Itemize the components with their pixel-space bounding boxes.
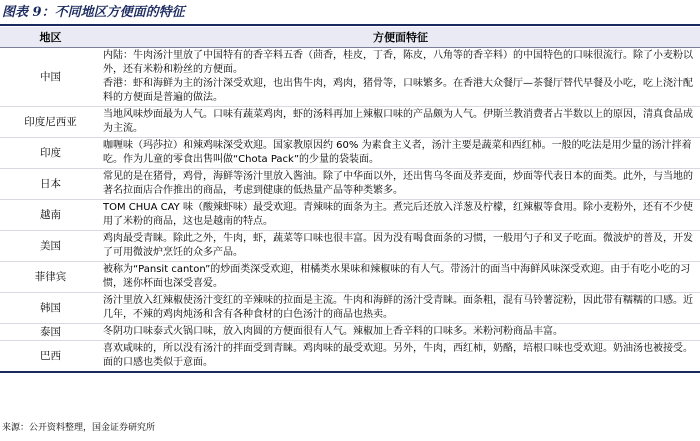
table-row-india [0, 138, 700, 169]
region-cell: 印度 [0, 138, 101, 169]
features-cell [101, 48, 700, 107]
table-row-vietnam [0, 200, 700, 231]
features-cell: 汤汁里放入红辣椒使汤汁变红的辛辣味的拉面是主流。牛肉和海鲜的汤汁受青睐。面条粗，混有马铃薯淀粉，因此带有糯糯的口感。近几年，不辣的鸡肉炖汤和含有各种食材的白色汤汁的商品也热卖。 [101, 293, 700, 324]
features-cell: TOM CHUA CAY 味（酸辣虾味）最受欢迎。青辣味的面条为主。煮完后还放入洋葱及柠檬，红辣椒等食用。除小麦粉外，还有不少使用了米粉的商品，这也是越南的特点。 [101, 200, 700, 231]
features-text: 香港：虾和海鲜为主的汤汁深受欢迎，也出售牛肉，鸡肉，猪骨等，口味繁多。在香港大众餐厅—茶餐厅替代早餐及小吃，吃上浇汁配料的方便面是普遍的做法。 [103, 78, 693, 103]
features-cell: 咖喱味（玛莎拉）和辣鸡味深受欢迎。国家教原因约 60% 为素食主义者，汤汁主要是蔬菜和西红柿。一般的吃法是用少量的汤汁拌着吃。作为儿童的零食出售叫做“Chota Pack”的少量的袋装面。 [101, 138, 700, 169]
region-cell: 巴西 [0, 341, 101, 373]
table-row-indonesia [0, 107, 700, 138]
features-cell: 常见的是在猪骨，鸡骨，海鲜等汤汁里放入酱油。除了中华面以外，还出售乌冬面及荞麦面，炒面等代表日本的面类。此外，与当地的著名拉面店合作推出的商品，考虑到健康的低热量产品等种类繁多。 [101, 169, 700, 200]
table-row-usa [0, 231, 700, 262]
region-cell: 越南 [0, 200, 101, 231]
header-region: 地区 [0, 27, 101, 48]
features-cell: 鸡肉最受青睐。除此之外，牛肉，虾，蔬菜等口味也很丰富。因为没有喝食面条的习惯，一般用勺子和叉子吃面。微波炉的普及，开发了可用微波炉烹饪的众多产品。 [101, 231, 700, 262]
source-note: 来源：公开资料整理，国金证券研究所 [2, 423, 156, 433]
region-cell: 菲律宾 [0, 262, 101, 293]
features-table [0, 27, 700, 373]
region-cell: 印度尼西亚 [0, 107, 101, 138]
table-row-korea [0, 293, 700, 324]
region-cell: 日本 [0, 169, 101, 200]
features-cell: 被称为“Pansit canton”的炒面类深受欢迎，柑橘类水果味和辣椒味的有人气。带汤汁的面当中海鲜风味深受欢迎。由于有吃小吃的习惯，迷你杯面也深受喜爱。 [101, 262, 700, 293]
header-features: 方便面特征 [101, 27, 700, 48]
features-cell: 冬阴功口味泰式火锅口味，放入肉圆的方便面很有人气。辣椒加上香辛料的口味多。米粉河粉商品丰富。 [101, 324, 700, 341]
features-text: 内陆：牛肉汤汁里放了中国特有的香辛料五香（茴香，桂皮，丁香，陈皮，八角等的香辛料）的中国特色的口味很流行。除了小麦粉以外，还有米粉和粉丝的方便面。 [103, 50, 693, 75]
region-cell: 美国 [0, 231, 101, 262]
table-row-philippines [0, 262, 700, 293]
table-row-japan [0, 169, 700, 200]
table-header-row [0, 27, 700, 48]
region-cell: 中国 [0, 48, 101, 107]
region-cell: 泰国 [0, 324, 101, 341]
table-row-thailand [0, 324, 700, 341]
region-cell: 韩国 [0, 293, 101, 324]
table-row-brazil [0, 341, 700, 373]
features-cell: 喜欢咸味的，所以没有汤汁的拌面受到青睐。鸡肉味的最受欢迎。另外，牛肉，西红柿，奶酪，培根口味也受欢迎。奶油汤也被接受。面的口感也类似于意面。 [101, 341, 700, 373]
table-row-china [0, 48, 700, 107]
figure-title: 图表 9：不同地区方便面的特征 [2, 5, 185, 20]
title-rule [0, 24, 700, 26]
features-cell: 当地风味炒面最为人气。口味有蔬菜鸡肉，虾的汤料再加上辣椒口味的产品颇为人气。伊斯兰教消费者占半数以上的原因，清真食品成为主流。 [101, 107, 700, 138]
